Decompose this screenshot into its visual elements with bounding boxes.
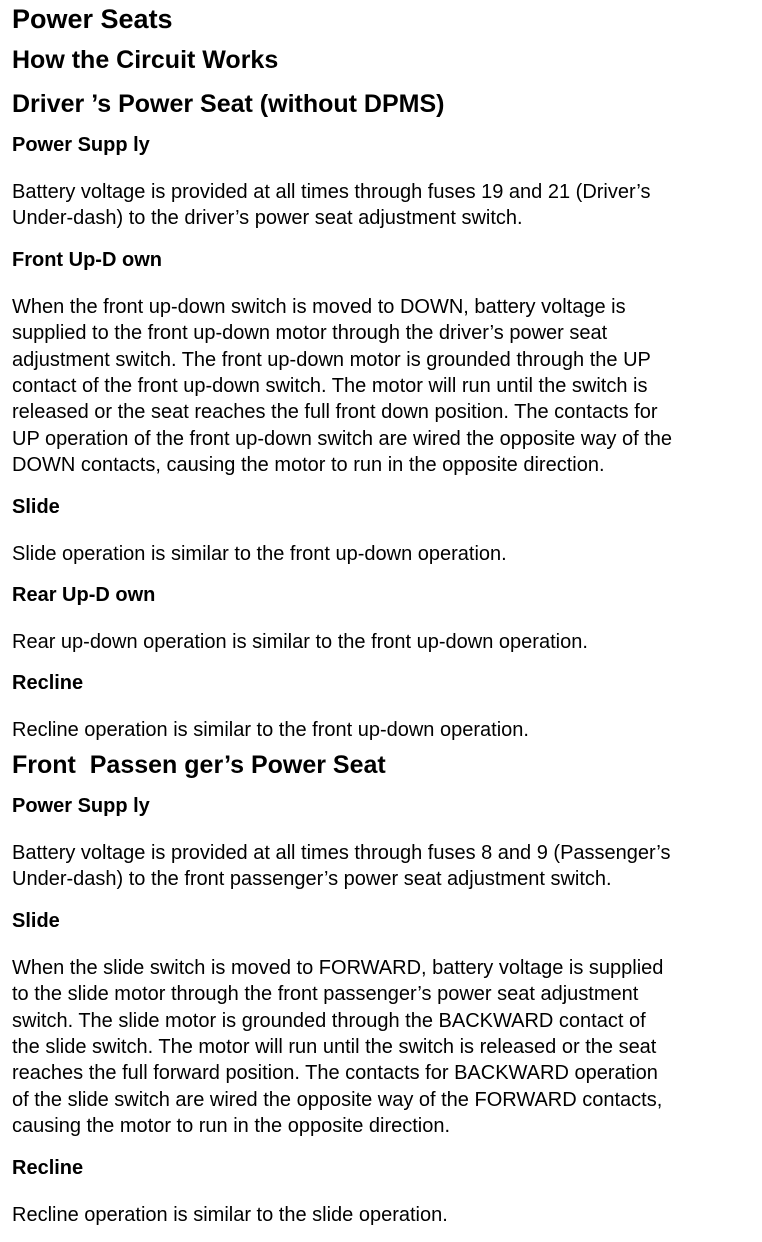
page-title: Power Seats (12, 4, 173, 34)
block-paragraph (12, 629, 752, 655)
block-recline (12, 669, 752, 743)
paragraph-line: When the slide switch is moved to FORWARD, battery voltage is supplied (12, 956, 664, 979)
block-slide (12, 493, 752, 567)
paragraph-line: Slide operation is similar to the front up-down operation. (12, 542, 507, 565)
paragraph-line: UP operation of the front up-down switch are wired the opposite way of the (12, 427, 673, 450)
block-paragraph (12, 541, 752, 567)
paragraph-line: supplied to the front up-down motor through the driver’s power seat (12, 322, 608, 345)
paragraph-line: Battery voltage is provided at all times through fuses 19 and 21 (Driver’s (12, 181, 651, 203)
block-subheading: Power Supp ly (12, 794, 150, 817)
block-paragraph (12, 840, 752, 893)
paragraph-line: adjustment switch. The front up-down motor is grounded through the UP (12, 348, 651, 371)
block-rear-up-down (12, 581, 752, 655)
block-subheading: Power Supp ly (12, 134, 150, 156)
block-front-up-down (12, 246, 752, 479)
paragraph-line: of the slide switch are wired the opposite way of the FORWARD contacts, (12, 1088, 663, 1111)
block-subheading: Slide (12, 495, 60, 518)
paragraph-line: released or the seat reaches the full front down position. The contacts for (12, 401, 658, 424)
section-heading: Front Passen ger’s Power Seat (12, 750, 386, 779)
block-paragraph (12, 1202, 752, 1228)
paragraph-line: Recline operation is similar to the front up-down operation. (12, 719, 529, 742)
paragraph-line: to the slide motor through the front passenger’s power seat adjustment (12, 983, 639, 1006)
paragraph-line: switch. The slide motor is grounded through the BACKWARD contact of (12, 1009, 646, 1032)
paragraph-line: Rear up-down operation is similar to the front up-down operation. (12, 631, 588, 654)
block-power-supply (12, 131, 752, 232)
paragraph-line: DOWN contacts, causing the motor to run in the opposite direction. (12, 454, 605, 477)
document-page (12, 0, 752, 1242)
paragraph-line: reaches the full forward position. The contacts for BACKWARD operation (12, 1062, 658, 1085)
paragraph-line: Recline operation is similar to the slide operation. (12, 1203, 448, 1226)
section-driver-power-seat (12, 87, 752, 744)
block-paragraph (12, 955, 752, 1140)
block-paragraph (12, 717, 752, 743)
paragraph-line: contact of the front up-down switch. The motor will run until the switch is (12, 375, 648, 398)
block-recline (12, 1154, 752, 1228)
paragraph-line: When the front up-down switch is moved to DOWN, battery voltage is (12, 295, 626, 318)
section-front-passenger-power-seat (12, 748, 752, 1228)
block-subheading: Front Up-D own (12, 248, 162, 271)
block-paragraph (12, 294, 752, 479)
paragraph-line: Under-dash) to the front passenger’s power seat adjustment switch. (12, 868, 612, 891)
paragraph-line: causing the motor to run in the opposite direction. (12, 1115, 451, 1138)
paragraph-line: Battery voltage is provided at all times through fuses 8 and 9 (Passenger’s (12, 841, 671, 864)
block-slide (12, 907, 752, 1140)
block-paragraph (12, 179, 752, 232)
block-power-supply (12, 792, 752, 893)
section-heading: Driver ’s Power Seat (without DPMS) (12, 90, 445, 118)
block-subheading: Rear Up-D own (12, 584, 156, 607)
block-subheading: Slide (12, 909, 60, 932)
paragraph-line: Under-dash) to the driver’s power seat adjustment switch. (12, 207, 523, 230)
page-subtitle: How the Circuit Works (12, 46, 279, 74)
block-subheading: Recline (12, 1156, 84, 1179)
paragraph-line: the slide switch. The motor will run until the switch is released or the seat (12, 1035, 657, 1058)
block-subheading: Recline (12, 672, 84, 695)
